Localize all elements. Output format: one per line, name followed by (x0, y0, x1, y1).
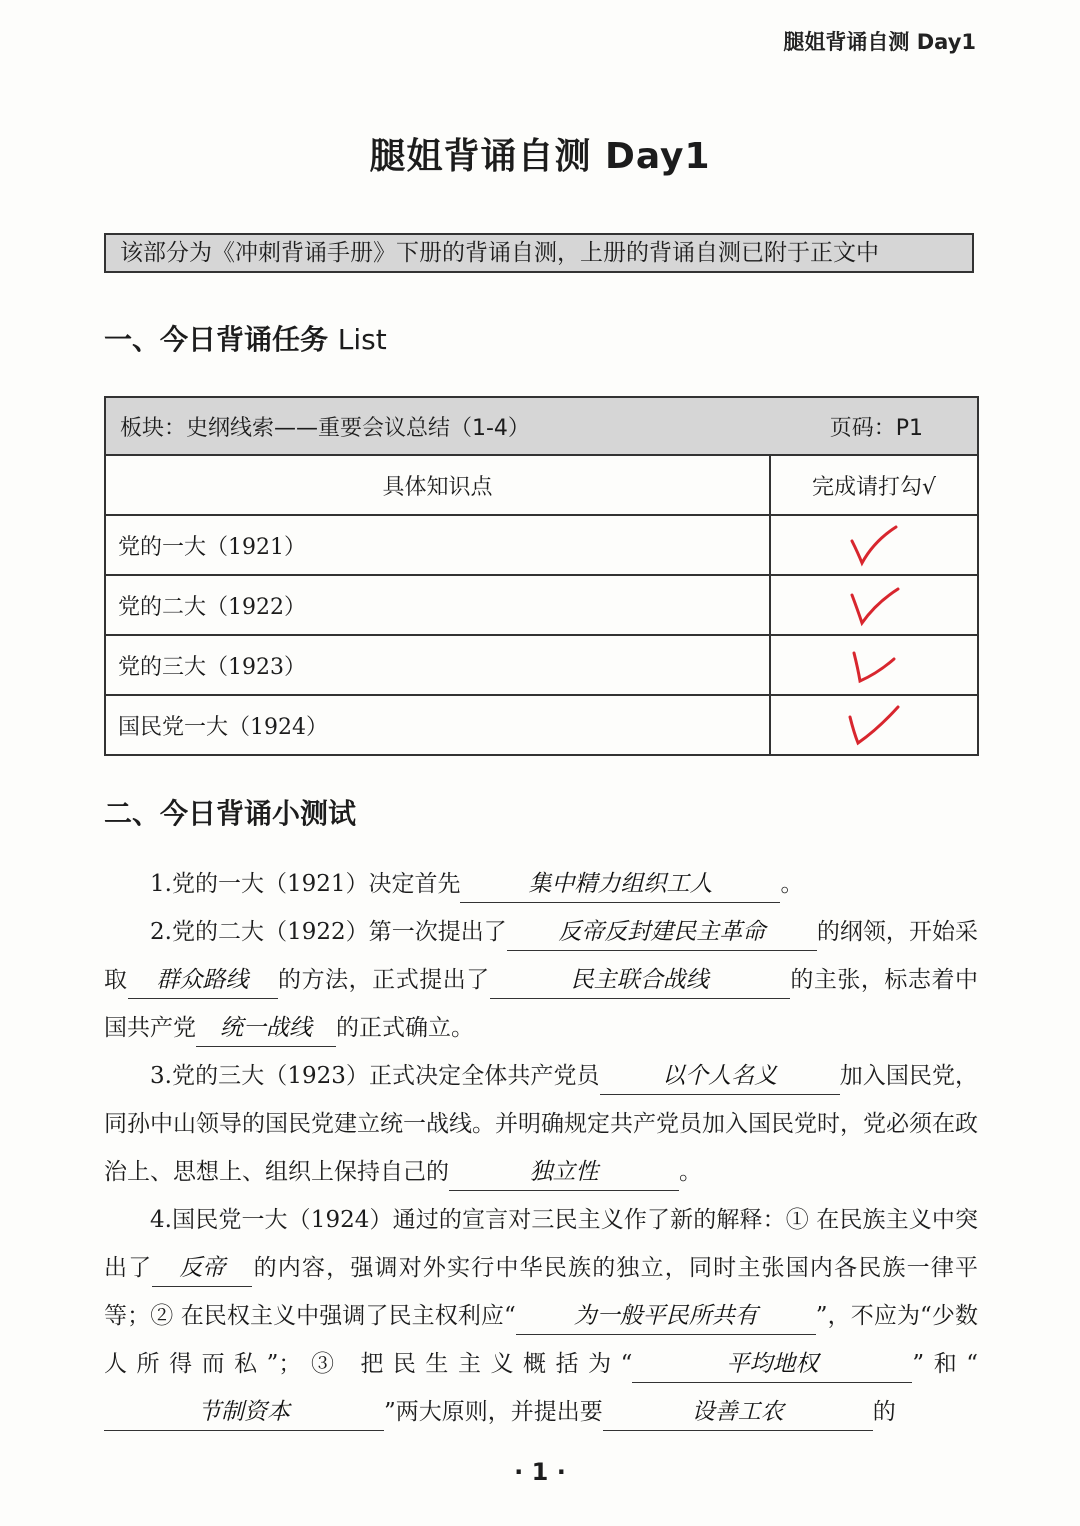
section-heading-task-list (104, 318, 387, 358)
page-number: · 1 · (514, 1458, 566, 1486)
quiz-body (104, 860, 978, 1436)
quiz-question-1 (104, 860, 978, 908)
notice-banner: 该部分为《冲刺背诵手册》下册的背诵自测，上册的背诵自测已附于正文中 (104, 233, 974, 273)
answer-blank[interactable]: 反帝反封建民主革命 (507, 914, 817, 951)
module-row (105, 397, 978, 455)
answer-blank[interactable]: 反帝 (152, 1250, 252, 1287)
section-heading-quiz: 二、今日背诵小测试 (104, 797, 357, 830)
question-text: 的主张，标志着中国共产党 (104, 967, 979, 1041)
red-check-icon (844, 643, 904, 687)
table-row (105, 635, 978, 695)
red-check-icon (844, 583, 904, 627)
knowledge-point: 国民党一大（1924） (105, 695, 770, 755)
check-cell[interactable] (770, 695, 978, 755)
answer-blank[interactable]: 节制资本 (104, 1394, 384, 1431)
answer-blank[interactable]: 为一般平民所共有 (516, 1298, 816, 1335)
question-text: 的正式确立。 (336, 1015, 474, 1041)
red-check-icon (844, 523, 904, 567)
question-text: ”两大原则，并提出要 (384, 1399, 603, 1425)
module-page: 页码：P1 (829, 415, 923, 441)
answer-blank[interactable]: 民主联合战线 (490, 962, 790, 999)
question-text: 加入国民党，同孙中山领导的国民党建立统一战线。并明确规定共产党员加入国民党时，党必须在政治上、思想上、组织上保持自己的 (104, 1063, 979, 1185)
answer-blank[interactable]: 平均地权 (632, 1346, 912, 1383)
answer-blank[interactable]: 独立性 (449, 1154, 679, 1191)
check-cell[interactable] (770, 515, 978, 575)
module-label: 板块：史纲线索——重要会议总结（1-4） (120, 415, 530, 441)
task-table (104, 396, 979, 756)
table-row (105, 695, 978, 755)
answer-blank[interactable]: 统一战线 (196, 1010, 336, 1047)
question-text: 1.党的一大（1921）决定首先 (150, 871, 461, 897)
question-text: 的内容，强调对外实行中华民族的独立，同时主张国内各民族一律平等；② 在民权主义中强调了民主权利应“ (104, 1255, 978, 1329)
knowledge-point: 党的三大（1923） (105, 635, 770, 695)
running-header: 腿姐背诵自测 Day1 (783, 30, 976, 54)
check-cell[interactable] (770, 635, 978, 695)
section-heading-suffix: List (337, 323, 387, 356)
column-header-knowledge: 具体知识点 (105, 455, 770, 515)
question-text: 。 (679, 1159, 702, 1185)
question-text: 的方法，正式提出了 (277, 967, 490, 993)
table-header-row (105, 455, 978, 515)
quiz-question-2 (104, 908, 978, 1052)
answer-blank[interactable]: 以个人名义 (600, 1058, 840, 1095)
check-cell[interactable] (770, 575, 978, 635)
quiz-question-4 (104, 1196, 978, 1436)
section-heading-text: 一、今日背诵任务 (104, 323, 329, 356)
red-check-icon (844, 703, 904, 747)
answer-blank[interactable]: 群众路线 (128, 962, 278, 999)
module-cell (105, 397, 978, 455)
question-text: 。 (780, 871, 804, 897)
knowledge-point: 党的一大（1921） (105, 515, 770, 575)
question-text: 3.党的三大（1923）正式决定全体共产党员 (150, 1063, 600, 1089)
question-text: ”，不应为“少数人所得而私”；③ 把民生主义概括为“ (104, 1303, 978, 1377)
column-header-check: 完成请打勾√ (770, 455, 978, 515)
question-text: ”和“ (912, 1351, 978, 1377)
question-text: 的 (872, 1399, 896, 1425)
knowledge-point: 党的二大（1922） (105, 575, 770, 635)
document-title: 腿姐背诵自测 Day1 (369, 136, 711, 177)
answer-blank[interactable]: 集中精力组织工人 (460, 866, 780, 903)
answer-blank[interactable]: 设善工农 (603, 1394, 873, 1431)
question-text: 的纲领，开始采取 (104, 919, 979, 993)
question-text: 4.国民党一大（1924）通过的宣言对三民主义作了新的解释：① 在民族主义中突出了 (104, 1207, 978, 1281)
table-row (105, 575, 978, 635)
question-text: 2.党的二大（1922）第一次提出了 (150, 919, 507, 945)
table-row (105, 515, 978, 575)
quiz-question-3 (104, 1052, 978, 1196)
